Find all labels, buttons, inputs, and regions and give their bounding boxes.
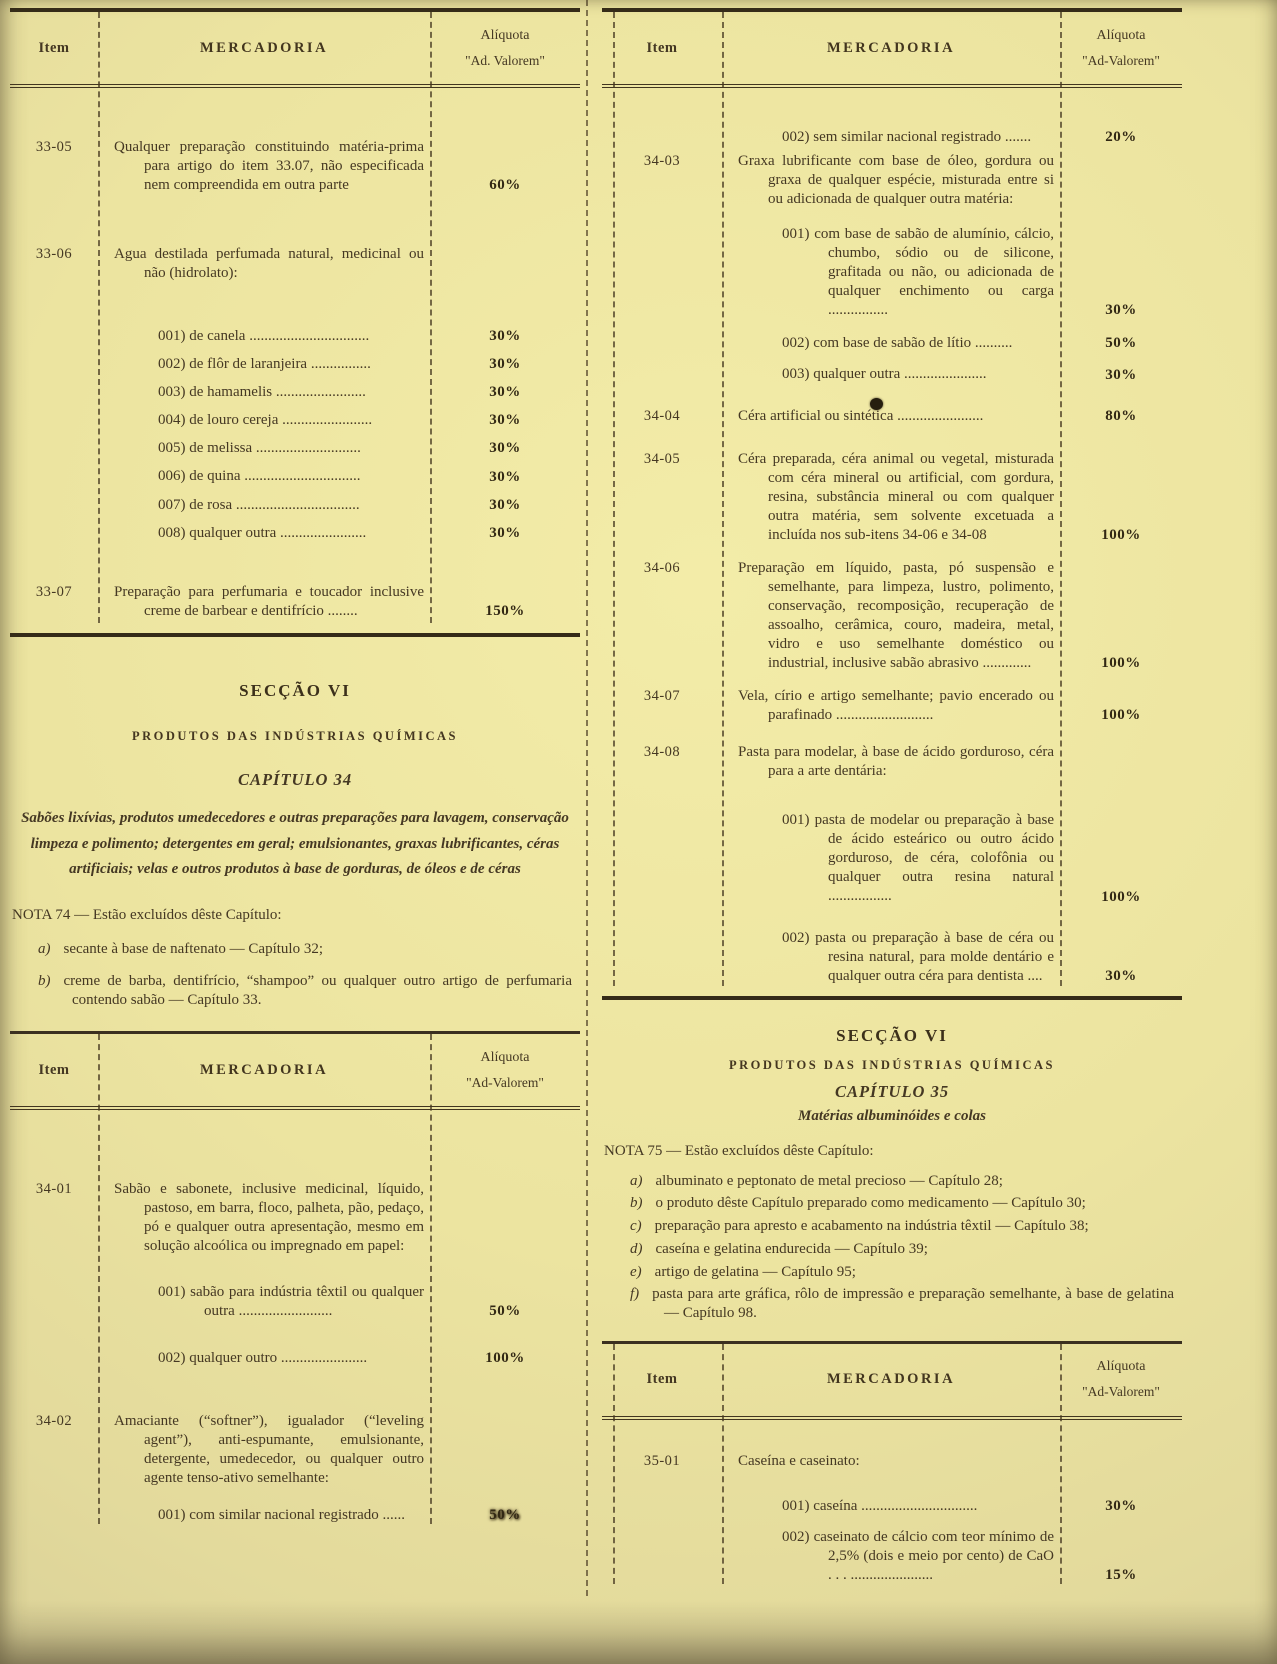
tariff-table-cap33	[10, 8, 580, 637]
item-description: Caseína e caseinato:	[738, 1452, 860, 1469]
tariff-subrow	[602, 128, 1182, 147]
nota-item	[602, 1194, 1182, 1213]
nota-item-text: pasta para arte gráfica, rôlo de impressão e preparação semelhante, à base de gelatina — Capítulo 98.	[652, 1286, 1174, 1322]
item-code	[10, 1283, 98, 1284]
item-code	[602, 334, 722, 335]
item-code: 34-07	[643, 688, 681, 705]
nota-item-label: f)	[630, 1286, 640, 1303]
tariff-row	[602, 450, 1182, 545]
chapter-heading: CAPÍTULO 34	[237, 769, 353, 789]
tariff-subrow	[602, 334, 1182, 353]
tariff-subrow	[10, 1283, 580, 1321]
nota-item	[602, 1172, 1182, 1191]
item-rate: 30%	[489, 524, 521, 541]
item-description: Preparação em líquido, pasta, pó suspensão e semelhante, para limpeza, lustro, polimento, conservação, recomposição, recuperação de assoalho, cerâmica, couro, madeira, metal, vidro e uso semelhante doméstico ou industrial, inclusive sabão abrasivo .............	[738, 559, 1054, 672]
section-subheading: PRODUTOS DAS INDÚSTRIAS QUÍMICAS	[729, 1057, 1055, 1072]
column-rule	[586, 0, 590, 1596]
table-header	[10, 12, 580, 85]
item-code	[602, 225, 722, 226]
item-rate: 100%	[1101, 707, 1141, 724]
item-rate	[430, 1487, 580, 1488]
item-rate	[430, 282, 580, 283]
header-item: Item	[38, 39, 70, 56]
item-code: 34-01	[35, 1181, 73, 1198]
item-description: Amaciante (“softner”), igualador (“leveling agent”), anti-espumante, emulsionante, detergente, umedecedor, ou qualquer outro agente tenso-ativo semelhante:	[114, 1412, 424, 1486]
double-rule	[10, 85, 580, 88]
header-mercadoria: MERCADORIA	[826, 39, 956, 56]
item-description: Sabão e sabonete, inclusive medicinal, líquido, pastoso, em barra, floco, palheta, pão, pedaço, pó e qualquer outra apresentação, mesmo em solução alcoólica ou impregnado em papel:	[114, 1181, 424, 1255]
tariff-row	[10, 138, 580, 195]
tariff-table-cap34-right	[602, 8, 1182, 1000]
item-code: 33-07	[35, 583, 73, 600]
double-rule	[10, 1107, 580, 1110]
tariff-row	[602, 1452, 1182, 1471]
tariff-subrow	[10, 524, 580, 543]
item-rate: 30%	[489, 384, 521, 401]
subitem-description: 002) sem similar nacional registrado .......	[782, 129, 1032, 145]
tariff-subrow	[10, 355, 580, 374]
column-divider	[613, 12, 615, 986]
item-code: 34-02	[35, 1412, 73, 1429]
item-rate: 30%	[1105, 1497, 1137, 1514]
nota-item-label: c)	[630, 1218, 642, 1235]
subitem-description: 001) de canela ................................	[158, 328, 370, 345]
tariff-row	[10, 583, 580, 621]
tariff-row	[10, 1412, 580, 1488]
item-code: 33-05	[35, 139, 73, 155]
nota-item-text: preparação para apresto e acabamento na indústria têxtil — Capítulo 38;	[654, 1218, 1089, 1235]
tariff-subrow	[10, 411, 580, 430]
item-rate	[1060, 780, 1182, 781]
chapter-description: Sabões lixívias, produtos umedecedores e outras preparações para lavagem, conservação limpeza e polimento; detergentes em geral; emulsionantes, graxas lubrificantes, céras artificiais; velas e outros produtos à base de gorduras, de óleos e de céras	[21, 809, 569, 878]
item-code	[602, 929, 722, 930]
tariff-subrow	[10, 467, 580, 486]
chapter-subtitle: Matérias albuminóides e colas	[798, 1107, 986, 1124]
item-code: 34-06	[643, 559, 681, 576]
header-aliquota: Alíquota "Ad. Valorem"	[465, 27, 545, 68]
nota-item	[602, 1217, 1182, 1236]
tariff-subrow	[602, 365, 1182, 384]
header-item: Item	[38, 1061, 70, 1078]
item-rate: 30%	[489, 328, 521, 345]
item-rate: 30%	[489, 356, 521, 373]
item-code	[10, 1506, 98, 1507]
nota-item-label: d)	[630, 1240, 643, 1257]
nota-item-text: o produto dêste Capítulo preparado como medicamento — Capítulo 30;	[655, 1195, 1086, 1212]
item-rate: 30%	[489, 440, 521, 457]
nota-item-text: secante à base de naftenato — Capítulo 32;	[63, 941, 323, 958]
header-aliquota: Alíquota "Ad-Valorem"	[1082, 27, 1160, 68]
item-rate: 80%	[1105, 407, 1137, 424]
tariff-subrow	[10, 439, 580, 458]
item-rate: 50%	[489, 1302, 521, 1319]
subitem-description: 003) de hamamelis ........................	[158, 384, 366, 401]
nota-item	[602, 1263, 1182, 1282]
item-rate	[1060, 1470, 1182, 1471]
table-header	[602, 12, 1182, 85]
subitem-description: 002) de flôr de laranjeira ................	[158, 356, 371, 373]
item-rate: 50%	[489, 1506, 521, 1523]
column-divider	[722, 1344, 724, 1584]
nota-item-label: a)	[38, 941, 51, 958]
nota-item-label: b)	[630, 1195, 643, 1212]
item-code	[10, 439, 98, 440]
section-heading: SECÇÃO VI	[239, 680, 351, 700]
subitem-description: 001) caseína ...............................	[782, 1497, 978, 1514]
header-aliquota: Alíquota "Ad-Valorem"	[466, 1049, 544, 1090]
nota-item-label: e)	[630, 1263, 642, 1280]
item-code: 34-03	[643, 153, 681, 170]
tariff-subrow	[10, 496, 580, 515]
subitem-description: 001) sabão para indústria têxtil ou qualquer outra .........................	[158, 1283, 424, 1319]
subitem-description: 001) com base de sabão de alumínio, cálcio, chumbo, sódio ou de silicone, grafitada ou não, ou adicionada de qualquer enchimento ou carga ................	[782, 226, 1054, 319]
item-code	[602, 811, 722, 812]
nota-item-label: b)	[38, 972, 51, 989]
column-divider	[1060, 1344, 1062, 1584]
item-rate: 100%	[485, 1349, 525, 1366]
column-divider	[430, 12, 432, 623]
item-code	[602, 365, 722, 366]
section-heading: SECÇÃO VI	[836, 1025, 948, 1045]
nota-item	[10, 972, 580, 1010]
item-description: Qualquer preparação constituindo matéria-prima para artigo do item 33.07, não especificada nem compreendida em outra parte	[114, 139, 424, 194]
subitem-description: 006) de quina ...............................	[158, 468, 361, 485]
item-code	[10, 496, 98, 497]
subitem-description: 002) caseinato de cálcio com teor mínimo de 2,5% (dois e meio por cento) de CaO . . . ......................	[782, 1528, 1054, 1584]
nota-item-text: creme de barba, dentifrício, “shampoo” ou qualquer outro artigo de perfumaria contendo sabão — Capítulo 33.	[63, 972, 572, 1008]
double-rule	[602, 1417, 1182, 1420]
chapter-heading: CAPÍTULO 35	[834, 1081, 950, 1101]
column-divider	[1060, 12, 1062, 986]
tariff-subrow	[10, 327, 580, 346]
subitem-description: 007) de rosa .................................	[158, 496, 360, 513]
page-bottom-edge	[0, 1600, 1277, 1664]
tariff-subrow	[602, 225, 1182, 320]
header-item: Item	[646, 1371, 678, 1388]
tariff-subrow	[602, 811, 1182, 906]
item-rate: 30%	[489, 496, 521, 513]
item-rate: 30%	[1105, 366, 1137, 383]
item-code	[602, 1528, 722, 1529]
tariff-row	[602, 559, 1182, 673]
nota-title: NOTA 74 — Estão excluídos dêste Capítulo:	[12, 907, 282, 924]
column-divider	[98, 1034, 100, 1524]
subitem-description: 002) pasta ou preparação à base de céra ou resina natural, para molde dentário e qualquer outra céra para dentista ....	[782, 929, 1054, 984]
subitem-description: 004) de louro cereja ........................	[158, 412, 373, 429]
header-mercadoria: MERCADORIA	[199, 39, 329, 56]
nota-item-text: artigo de gelatina — Capítulo 95;	[654, 1263, 856, 1280]
subitem-description: 008) qualquer outra .......................	[158, 524, 367, 541]
tariff-table-cap34-left	[10, 1031, 580, 1534]
item-description: Graxa lubrificante com base de óleo, gordura ou graxa de qualquer espécie, misturada entre si ou adicionada de qualquer outra matéria:	[738, 153, 1054, 208]
header-item: Item	[646, 39, 678, 56]
section-subheading: PRODUTOS DAS INDÚSTRIAS QUÍMICAS	[132, 728, 458, 743]
nota-item	[602, 1285, 1182, 1323]
item-description: Agua destilada perfumada natural, medicinal ou não (hidrolato):	[114, 246, 424, 282]
item-rate: 60%	[489, 177, 521, 194]
item-code	[10, 383, 98, 384]
header-mercadoria: MERCADORIA	[199, 1061, 329, 1078]
tariff-subrow	[602, 929, 1182, 986]
tariff-subrow	[10, 1349, 580, 1368]
tariff-row	[602, 407, 1182, 426]
item-rate: 15%	[1105, 1567, 1137, 1584]
table-header	[10, 1034, 580, 1107]
item-description: Pasta para modelar, à base de ácido gorduroso, céra para a arte dentária:	[738, 744, 1054, 780]
item-code: 34-04	[643, 407, 681, 424]
nota-item-text: albuminato e peptonato de metal precioso — Capítulo 28;	[655, 1172, 1003, 1189]
item-rate: 100%	[1101, 655, 1141, 672]
item-rate: 20%	[1105, 129, 1137, 146]
tariff-row	[10, 245, 580, 283]
item-description: Céra preparada, céra animal ou vegetal, misturada com céra mineral ou artificial, com gordura, resina, substância mineral ou com qualquer outra matéria, sem solvente excetuada a incluída nos sub-itens 34-06 e 34-08	[738, 450, 1054, 543]
column-divider	[722, 12, 724, 986]
item-code: 34-08	[643, 744, 681, 761]
double-rule	[602, 85, 1182, 88]
item-rate: 100%	[1101, 526, 1141, 543]
item-code	[10, 327, 98, 328]
tariff-subrow	[602, 1528, 1182, 1585]
item-rate: 150%	[485, 602, 525, 619]
table-header	[602, 1344, 1182, 1417]
nota-item	[602, 1240, 1182, 1259]
header-aliquota: Alíquota "Ad-Valorem"	[1082, 1359, 1160, 1400]
subitem-description: 002) qualquer outro .......................	[158, 1349, 368, 1366]
item-rate: 50%	[1105, 335, 1137, 352]
nota-title: NOTA 75 — Estão excluídos dêste Capítulo:	[604, 1142, 874, 1159]
subitem-description: 001) com similar nacional registrado ......	[158, 1506, 406, 1523]
item-code	[10, 467, 98, 468]
item-rate: 100%	[1101, 888, 1141, 905]
tariff-subrow	[10, 1506, 580, 1525]
item-rate	[1060, 208, 1182, 209]
item-code	[602, 128, 722, 129]
nota-item	[10, 940, 580, 959]
tariff-table-cap35	[602, 1341, 1182, 1594]
column-divider	[430, 1034, 432, 1524]
nota-item-text: caseína e gelatina endurecida — Capítulo 39;	[655, 1240, 928, 1257]
item-code: 34-05	[643, 450, 681, 467]
column-divider	[613, 1344, 615, 1584]
item-rate: 30%	[1105, 967, 1137, 984]
item-code	[602, 1497, 722, 1498]
header-mercadoria: MERCADORIA	[826, 1371, 956, 1388]
tariff-row	[10, 1180, 580, 1256]
item-rate: 30%	[489, 412, 521, 429]
right-column	[602, 0, 1182, 1594]
subitem-description: 003) qualquer outra ......................	[782, 366, 987, 383]
item-description: Preparação para perfumaria e toucador inclusive creme de barbear e dentifrício ........	[114, 583, 424, 619]
item-description: Vela, círio e artigo semelhante; pavio encerado ou parafinado ..........................	[738, 688, 1054, 724]
subitem-description: 005) de melissa ............................	[158, 440, 361, 457]
item-description: Céra artificial ou sintética .......................	[738, 407, 984, 424]
item-code	[10, 411, 98, 412]
item-rate: 30%	[489, 468, 521, 485]
tariff-subrow	[10, 383, 580, 402]
tariff-row	[602, 152, 1182, 209]
subitem-description: 002) com base de sabão de lítio ..........	[782, 335, 1013, 352]
item-rate: 30%	[1105, 302, 1137, 319]
left-column	[10, 0, 580, 1534]
item-code	[10, 355, 98, 356]
tariff-row	[602, 743, 1182, 781]
item-code: 35-01	[643, 1452, 681, 1469]
subitem-description: 001) pasta de modelar ou preparação à base de ácido esteárico ou outro ácido gorduroso, de céra, colofônia ou qualquer outra resina natural .................	[782, 812, 1054, 905]
tariff-subrow	[602, 1497, 1182, 1516]
item-code	[10, 524, 98, 525]
tariff-row	[602, 687, 1182, 725]
nota-item-label: a)	[630, 1172, 643, 1189]
column-divider	[98, 12, 100, 623]
item-rate	[430, 1256, 580, 1257]
item-code	[10, 1349, 98, 1350]
item-code: 33-06	[35, 246, 73, 263]
